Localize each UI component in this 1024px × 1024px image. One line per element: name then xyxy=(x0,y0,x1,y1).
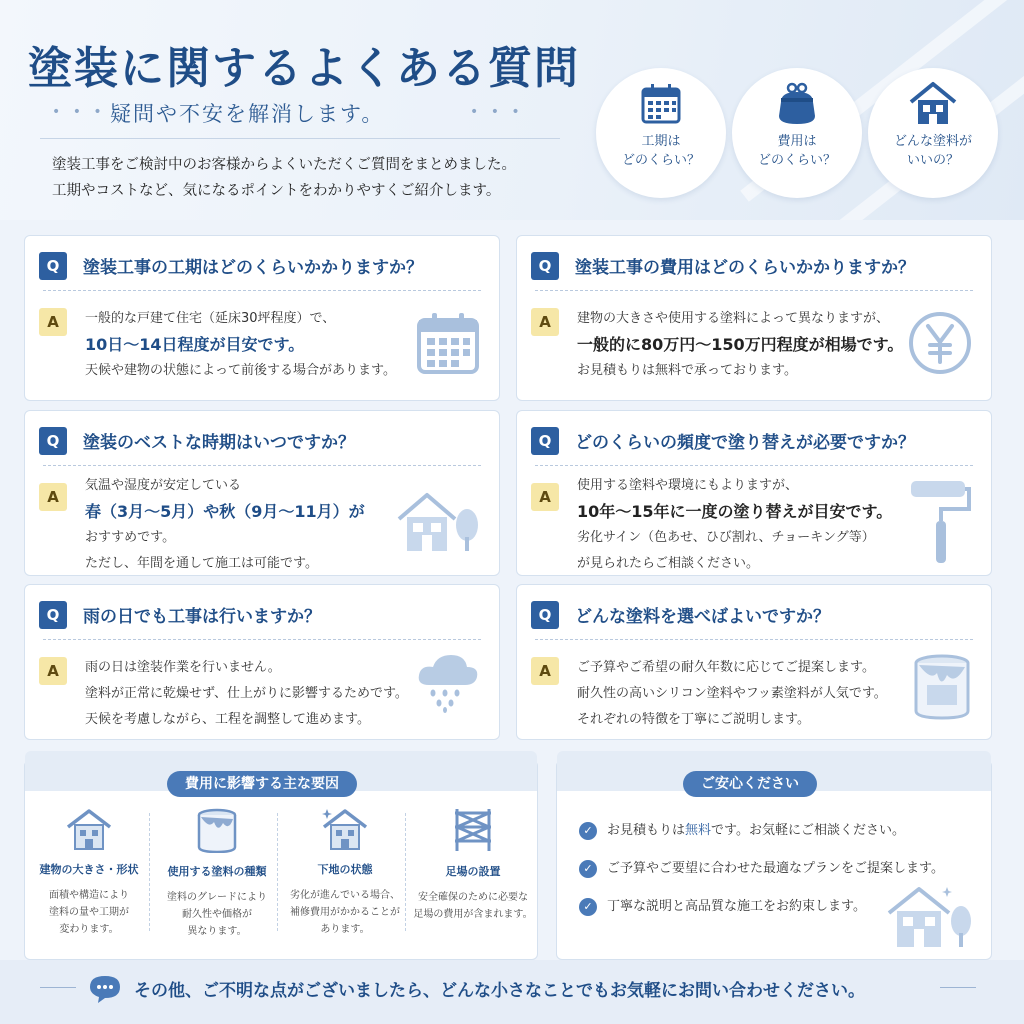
house-icon xyxy=(65,807,113,851)
assurance-text: お見積もりは xyxy=(607,823,686,838)
answer-line: お見積もりは無料で承っております。 xyxy=(577,363,797,378)
answer-badge: A xyxy=(531,308,559,336)
answer-line: 雨の日は塗装作業を行いません。 xyxy=(85,660,281,675)
factor-building-size xyxy=(25,807,153,938)
cost-factors-panel xyxy=(24,760,538,960)
page-title: 塗装に関するよくある質問 xyxy=(28,43,580,94)
paint-can-icon xyxy=(911,651,973,721)
answer-text xyxy=(85,473,365,577)
answer-text xyxy=(577,655,887,733)
faq-card-timing xyxy=(24,410,500,576)
question-text: 塗装工事の工期はどのくらいかかりますか？ xyxy=(83,258,423,278)
assurance-item xyxy=(579,819,905,840)
house-tree-icon xyxy=(395,487,481,557)
hero-banner xyxy=(0,0,1024,220)
divider xyxy=(535,290,973,291)
panel-title: ご安心ください xyxy=(683,771,817,797)
factor-desc-line: 異なります。 xyxy=(187,926,247,937)
answer-line: 気温や湿度が安定している xyxy=(85,478,242,493)
question-text: 塗装のベストな時期はいつですか？ xyxy=(83,433,355,453)
assurance-highlight: 無料 xyxy=(685,823,712,838)
divider xyxy=(535,639,973,640)
question-text: 塗装工事の費用はどのくらいかかりますか？ xyxy=(575,258,915,278)
circle-label: どのくらい？ xyxy=(621,153,700,168)
divider xyxy=(149,813,150,931)
answer-line: 耐久性の高いシリコン塗料やフッ素塗料が人気です。 xyxy=(577,686,887,701)
factor-desc xyxy=(409,889,537,923)
checkmark-icon: ✓ xyxy=(579,822,597,840)
factor-desc xyxy=(25,887,153,938)
answer-text xyxy=(577,306,903,384)
factor-title: 下地の状態 xyxy=(317,863,373,876)
divider xyxy=(43,290,481,291)
divider xyxy=(405,813,406,931)
answer-badge: A xyxy=(39,308,67,336)
question-badge: Q xyxy=(531,601,559,629)
factor-scaffolding xyxy=(409,807,537,923)
factor-desc-line: 耐久性や価格が xyxy=(182,909,252,920)
question-badge: Q xyxy=(531,427,559,455)
question-text: どのくらいの頻度で塗り替えが必要ですか？ xyxy=(575,433,915,453)
circle-label: どんな塗料が xyxy=(893,134,972,149)
answer-line: ただし、年間を通して施工は可能です。 xyxy=(85,556,318,571)
factor-substrate xyxy=(281,807,409,938)
factor-desc-line: 塗料の量や工期が xyxy=(49,907,129,918)
rain-cloud-icon xyxy=(415,649,481,713)
answer-text xyxy=(85,306,396,384)
assurance-text: ご予算やご要望に合わせた最適なプランをご提案します。 xyxy=(607,861,944,876)
calendar-icon xyxy=(415,310,481,376)
divider xyxy=(940,987,976,988)
question-badge: Q xyxy=(39,427,67,455)
circle-label: どのくらい？ xyxy=(757,153,836,168)
assurance-text: です。お気軽にご相談ください。 xyxy=(711,823,905,838)
factor-desc-line: 安全確保のために必要な xyxy=(418,892,528,903)
assurance-item xyxy=(579,857,944,878)
answer-line: それぞれの特徴を丁寧にご説明します。 xyxy=(577,712,810,727)
faq-card-cost xyxy=(516,235,992,401)
answer-badge: A xyxy=(39,483,67,511)
paint-roller-icon xyxy=(907,477,973,567)
intro-line: 塗装工事をご検討中のお客様からよくいただくご質問をまとめました。 xyxy=(52,157,516,173)
factor-title: 使用する塗料の種類 xyxy=(167,865,267,878)
circle-label: 費用は xyxy=(777,134,817,149)
divider xyxy=(277,813,278,931)
house-sparkle-icon xyxy=(321,807,369,851)
calendar-icon xyxy=(637,80,685,128)
factor-title: 建物の大きさ・形状 xyxy=(39,863,139,876)
faq-card-rain xyxy=(24,584,500,740)
chat-bubble-icon xyxy=(88,974,122,1004)
factor-title: 足場の設置 xyxy=(445,865,501,878)
assurance-text: 丁寧な説明と高品質な施工をお約束します。 xyxy=(607,899,866,914)
answer-badge: A xyxy=(39,657,67,685)
answer-highlight: 一般的に80万円〜150万円程度が相場です。 xyxy=(577,335,904,354)
question-badge: Q xyxy=(39,601,67,629)
factor-desc-line: 塗料のグレードにより xyxy=(167,892,267,903)
answer-text xyxy=(85,655,408,733)
topic-circle-paint[interactable] xyxy=(868,68,998,198)
faq-card-frequency xyxy=(516,410,992,576)
faq-card-paint-choice xyxy=(516,584,992,740)
circle-label: いいの？ xyxy=(906,153,959,168)
assurance-item xyxy=(579,895,866,916)
question-text: どんな塗料を選べばよいですか？ xyxy=(575,607,830,627)
footer-banner xyxy=(0,960,1024,1024)
factor-desc xyxy=(153,889,281,940)
panel-title: 費用に影響する主な要因 xyxy=(167,771,357,797)
question-badge: Q xyxy=(531,252,559,280)
factor-paint-type xyxy=(153,807,281,940)
answer-line: おすすめです。 xyxy=(85,530,176,545)
factor-desc-line: 補修費用がかかることが xyxy=(290,907,400,918)
divider xyxy=(43,639,481,640)
circle-label: 工期は xyxy=(641,134,681,149)
divider xyxy=(43,465,481,466)
answer-line: 使用する塗料や環境にもよりますが、 xyxy=(577,478,799,493)
factor-desc-line: 足場の費用が含まれます。 xyxy=(413,909,533,920)
topic-circle-cost[interactable] xyxy=(732,68,862,198)
divider xyxy=(40,987,76,988)
answer-badge: A xyxy=(531,483,559,511)
factor-desc-line: あります。 xyxy=(320,924,370,935)
page-subtitle: 疑問や不安を解消します。 xyxy=(110,102,385,126)
answer-line: 天候を考慮しながら、工程を調整して進めます。 xyxy=(85,712,370,727)
answer-line: 塗料が正常に乾燥せず、仕上がりに影響するためです。 xyxy=(85,686,408,701)
answer-line: 劣化サイン（色あせ、ひび割れ、チョーキング等） xyxy=(577,530,875,545)
factor-desc-line: 面積や構造により xyxy=(49,890,129,901)
divider xyxy=(40,138,560,139)
subtitle-dots-left: • • • xyxy=(52,104,106,120)
answer-text xyxy=(577,473,892,577)
answer-line: ご予算やご希望の耐久年数に応じてご提案します。 xyxy=(577,660,875,675)
answer-badge: A xyxy=(531,657,559,685)
house-icon xyxy=(908,80,958,128)
factor-desc-line: 変わります。 xyxy=(59,924,119,935)
assurance-panel xyxy=(556,760,992,960)
wallet-icon xyxy=(773,80,821,128)
divider xyxy=(535,465,973,466)
answer-highlight: 10年〜15年に一度の塗り替えが目安です。 xyxy=(577,502,893,521)
answer-line: 一般的な戸建て住宅（延床30坪程度）で、 xyxy=(85,311,336,326)
answer-highlight: 10日〜14日程度が目安です。 xyxy=(85,335,305,354)
yen-icon xyxy=(907,310,973,376)
faq-card-schedule xyxy=(24,235,500,401)
answer-line: 建物の大きさや使用する塗料によって異なりますが、 xyxy=(577,311,890,326)
paint-can-icon xyxy=(195,807,239,853)
checkmark-icon: ✓ xyxy=(579,898,597,916)
intro-text xyxy=(52,152,516,204)
house-tree-icon xyxy=(885,883,975,951)
factor-desc xyxy=(281,887,409,938)
answer-line: が見られたらご相談ください。 xyxy=(577,556,760,571)
intro-line: 工期やコストなど、気になるポイントをわかりやすくご紹介します。 xyxy=(52,183,501,199)
checkmark-icon: ✓ xyxy=(579,860,597,878)
scaffold-icon xyxy=(453,807,493,853)
factor-desc-line: 劣化が進んでいる場合、 xyxy=(290,890,400,901)
answer-line: 天候や建物の状態によって前後する場合があります。 xyxy=(85,363,396,378)
question-badge: Q xyxy=(39,252,67,280)
answer-highlight: 春（3月〜5月）や秋（9月〜11月）が xyxy=(85,502,365,521)
topic-circle-schedule[interactable] xyxy=(596,68,726,198)
footer-message: その他、ご不明な点がございましたら、どんな小さなことでもお気軽にお問い合わせください。 xyxy=(134,981,865,1001)
question-text: 雨の日でも工事は行いますか？ xyxy=(83,607,321,627)
subtitle-dots-right: • • • xyxy=(470,104,524,120)
